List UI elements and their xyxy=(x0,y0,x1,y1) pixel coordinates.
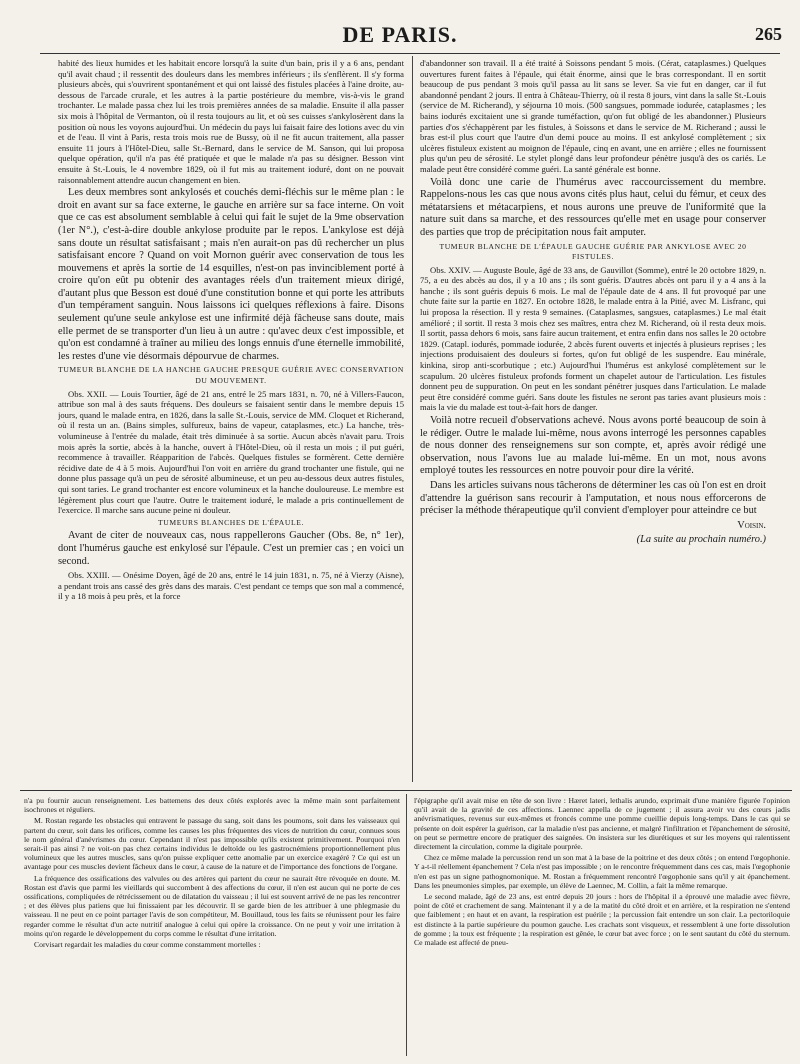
header-rule xyxy=(40,53,780,54)
bottom-right-paragraph-2: Chez ce même malade la percussion rend un son mat à la base de la poitrine et des deux côtés ; on entend l'œgophonie. Y a-t-il réellement épanchement ? Cela n'est pas impossible ; on le rencontre fréquemment dans ces cas, mais l'œgophonie n'en est pas un signe pathognomonique. M. Rostan a fréquemment rencontré l'œgophonie sans qu'il y ait épanchement. Dans les pneumonies simples, par exemple, un élève de Laennec, M. Collin, a fait la même remarque. xyxy=(414,853,790,890)
page-number: 265 xyxy=(755,24,782,44)
bottom-left-paragraph-2: M. Rostan regarde les obstacles qui entravent le passage du sang, soit dans les poumons, soit dans les vaisseaux qui partent du cœur, soit dans les orifices, comme les causes les plus fréquentes des vices de nutrition du cœur, connues sous le nom général d'anévrismes du cœur. Cependant il n'est pas impossible qu'ils existent primitivement. Pourquoi n'en serait-il pas ainsi ? ne voit-on pas chez certains individus le deltoïde ou les gastrocnémiens proportionnellement plus volumineux que les autres muscles, sans qu'on puisse expliquer cette anomalie par un exercice exagéré ? Ce qui est un avantage pour ces muscles devient fâcheux dans le cœur, à cause de la nature et de l'importance des fonctions de l'organe. xyxy=(24,816,400,872)
bottom-left-paragraph-1: n'a pu fournir aucun renseignement. Les battemens des deux côtés explorés avec la même main sont parfaitement isochrones et réguliers. xyxy=(24,796,400,815)
bottom-right-column xyxy=(414,796,790,1058)
bottom-right-paragraph-3: Le second malade, âgé de 23 ans, est entré depuis 20 jours : hors de l'hôpital il a éprouvé une maladie avec fièvre, point de côté et crachement de sang. Maintenant il y a de la matité du côté droit et en arrière, et la respiration ne s'entend que faiblement ; en haut et en avant, la respiration est puérile ; la percussion fait entendre un son clair. La pectoriloquie est distincte à la partie supérieure du poumon gauche. Les crachats sont visqueux, et ressemblent à une forte dissolution de gomme ; la toux est fréquente ; la respiration est gênée, le cœur bat avec force ; on le sent sautant du côté du sternum. Ce malade est affecté de pneu- xyxy=(414,892,790,948)
section-heading-hip: TUMEUR BLANCHE DE LA HANCHE GAUCHE PRESQUE GUÉRIE AVEC CONSERVATION DU MOUVEMENT. xyxy=(58,365,404,386)
author-signature: Voisin. xyxy=(737,519,766,531)
observation-23: Obs. XXIII. — Onésime Doyen, âgé de 20 ans, entré le 14 juin 1831, n. 75, né à Vierzy (Aisne), a pendant trois ans cassé des grès dans des marais. C'est pendant ce temps que son mal a commencé, il y a 18 mois à peu près, et la force xyxy=(58,570,404,602)
to-be-continued: (La suite au prochain numéro.) xyxy=(636,534,766,546)
column-divider xyxy=(412,56,413,782)
section-heading-shoulder: TUMEURS BLANCHES DE L'ÉPAULE. xyxy=(158,517,304,527)
shoulder-intro: Avant de citer de nouveaux cas, nous rappellerons Gaucher (Obs. 8e, n° 1er), dont l'humérus gauche est enkylosé sur l'épaule. C'est un premier cas ; en voici un second. xyxy=(58,530,404,567)
observation-22: Obs. XXII. — Louis Tourtier, âgé de 21 ans, entré le 25 mars 1831, n. 70, né à Villers-Faucon, attribue son mal à des sauts fréquens. Des douleurs se faisaient sentir dans le membre depuis 15 jours, quand le malade entra, en 1826, dans la salle St.-Louis, service de MM. Cloquet et Richerand, où il resta un an. (Bains simples, sulfureux, bains de vapeur, cataplasmes, etc.) La hanche, très-volumineuse à l'entrée du malade, était très diminuée à sa sortie. Aucun abcès n'avait paru. Trois mois après la sortie, abcès à la hanche, ouvert à l'Hôtel-Dieu, où il resta un mois ; il put guéri, recommence à travailler. Réapparition de l'abcès. Quelques fistules se formèrent. Cette dernière récidive date de 4 à 5 mois. Aujourd'hui l'on voit en arrière du grand trochanter une fistule, qui ne donne plus passage qu'à un peu de sérosité albumineuse, et un peu au-dessous deux autres fistules, qui sont taries. Le grand trochanter est encore volumineux et la hanche douloureuse. Le membre est légèrement plus court que l'autre. Outre le traitement ioduré, le malade a pris continuellement de l'exercice. Il marche sans aucune peine ni douleur. xyxy=(58,388,404,516)
conclusion-paragraph-1: Voilà notre recueil d'observations achevé. Nous avons porté beaucoup de soin à le rédiger. Outre le malade lui-même, nous avons interrogé les personnes capables de nous donner des renseignemens sur son compte, et, après avoir rédigé une observation, nous l'avons lue au malade lui-même. En un mot, nous avons employé toutes les ressources en notre pouvoir pour dire la vérité. xyxy=(420,415,766,477)
reflection-right: Voilà donc une carie de l'humérus avec raccourcissement du membre. Rappelons-nous les cas que nous avons cités plus haut, celui du fémur, et ceux des métatarsiens et métacarpiens, et nous aurons une preuve de l'uniformité que la nature suit dans sa marche, et des ressources qu'elle met en usage pour conserver des parties que trop de précipitation nous fait amputer. xyxy=(420,176,766,238)
observation-24: Obs. XXIV. — Auguste Boule, âgé de 33 ans, de Gauvillot (Somme), entré le 20 octobre 1829, n. 75, a eu des abcès au dos, il y a 10 ans ; ils sont guéris. D'autres abcès ont paru il y a 4 ans à la hanche ; ils sont guéris depuis 6 mois. Le mal de l'épaule date de 4 ans. Il fut provoqué par une chute faite sur la partie en 1827. En octobre 1828, le malade entra à la Pitié, avec M. Lisfranc, qui lui proposa la résection. Il y resta 9 semaines. (Cataplasmes, sangsues, cataplasmes.) Le mal était amélioré ; il sortit. Il resta 3 mois chez ses maîtres, entra chez M. Richerand, où il resta deux mois. Il sortit, passa dehors 6 mois, sans faire aucun traitement, et entra enfin dans nos salles le 20 octobre 1829. (Catapl. iodurés, pommade iodurée, 2 abcès furent ouverts et injectés à plusieurs reprises ; les injections produisaient des douleurs si fortes, qu'on fut obligé de les suspendre. Eau minérale, kinkina, sirop anti-scorbutique ; etc.) Aujourd'hui l'humérus est ankylosé complètement sur le scapulum. 20 ulcères fistuleux profonds forment un chapelet autour de l'articulation. Les fistules donnent peu de suppuration. On peut en les sondant pénétrer jusques dans l'articulation. Le malade peut être considéré comme guéri. Sans doute les fistules ne seront pas taries avant plusieurs mois : mais la vie du malade est tout-à-fait hors de danger. xyxy=(420,264,766,413)
reflection-paragraph: Les deux membres sont ankylosés et couchés demi-fléchis sur le même plan : le droit en avant sur sa face externe, le gauche en arrière sur sa face interne. On voit que ce cas est absolument semblable à celui qui fait le sujet de la 9me observation (1er N°.), c'est-à-dire double ankylose produite par le repos. L'ankylose est déjà sans doute un résultat satisfaisant ; mais n'en aurait-on pas dû rechercher un plus satisfaisant encore ? Quand on voit Mornon guérir avec conservation de tous les mouvemens et après la sortie de 14 esquilles, n'est-on pas invinciblement porté à croire qu'on eût pu obtenir des avantages réels d'un traitement mieux dirigé, d'autant plus que Besson est doué d'une constitution bonne et qui porte les attributs d'un tempérament sanguin. Nous laissons ici quelques réflexions à faire. Disons seulement qu'une seule ankylose est une infirmité déjà fâcheuse sans doute, mais elle permet de se transporter d'un lieu à un autre : qu'avec deux c'est impossible, et qu'on est condamné à traîner au milieu des longs ennuis d'une éternelle immobilité, les restes d'une vie désormais dépourvue de charmes. xyxy=(58,187,404,362)
section-rule xyxy=(20,790,792,791)
bottom-column-divider xyxy=(406,794,407,1056)
case-continuation: habité des lieux humides et les habitait encore lorsqu'à la suite d'un bain, pris il y a 6 ans, pendant qu'il avait chaud ; il ressentit des douleurs dans les membres inférieurs ; ils s'enflèrent. Il s'y forma plusieurs abcès, qui s'ouvrirent spontanément et qui ont laissé des fistules placées à l'aine droite, au-dessous de l'arcade crurale, et les autres à la partie postérieure du membre, vis-à-vis le grand trochanter. Le malade passa chez lui les trois premières années de sa maladie. Ensuite il alla passer six mois à l'hôpital de Vermanton, où il resta toujours au lit, et où ses cuisses s'ankylosèrent dans la position où nous les voyons aujourd'hui. Un médecin du pays lui faisait faire des lotions avec du vin et de l'eau. Il vint à Paris, resta trois mois rue de Bussy, où il ne fit aucun traitement, alla passer ensuite 11 jours à l'Hôtel-Dieu, salle St.-Bernard, dans le service de M. Sanson, qui lui proposa quelque opération, qu'il n'a pas été pratiquée et que le malade n'a pas su désigner. Besson vint ensuite à St.-Louis, le 4 novembre 1829, où il fut mis au traitement ioduré, dont on ne pouvait raisonnablement attendre aucun changement en bien. xyxy=(58,58,404,185)
bottom-left-column xyxy=(24,796,400,1058)
left-column xyxy=(58,58,404,780)
bottom-left-paragraph-3: La fréquence des ossifications des valvules ou des artères qui partent du cœur ne saurait être révoquée en doute. M. Rostan est d'avis que parmi les vieillards qui succombent à des affections du cœur, il n'en est aucun qui ne porte de ces ossifications, compliquées de rétrécissement ou de dilatation du vaisseau ; il lui est souvent arrivé de ne pas les rencontrer ; et des élèves plus patiens que lui finissaient par les découvrir. Il se garde bien de les attribuer à une phlegmasie du vaisseau. Il ne peut en ce point partager l'avis de son compétiteur, M. Bouillaud, tous les faits se réunissent pour les faire regarder comme le résultat d'un acte nutritif analogue à celui qui opère la croissance. On ne peut y voir une irritation à moins qu'on regarde le développement du corps comme le résultat d'une irritation. xyxy=(24,873,400,938)
section-heading-shoulder-left: TUMEUR BLANCHE DE L'ÉPAULE GAUCHE GUÉRIE PAR ANKYLOSE AVEC 20 FISTULES. xyxy=(439,241,747,262)
bottom-left-paragraph-4: Corvisart regardait les maladies du cœur comme constamment mortelles : xyxy=(34,940,261,950)
conclusion-paragraph-2: Dans les articles suivans nous tâcherons de déterminer les cas où l'on est en droit d'attendre la guérison sans recourir à l'amputation, et nous nous efforcerons de préciser la méthode thérapeutique qu'il convient d'employer pour atteindre ce but xyxy=(420,479,766,517)
running-title: DE PARIS. xyxy=(342,22,458,47)
bottom-right-paragraph-1: l'épigraphe qu'il avait mise en tête de son livre : Hæret lateri, lethalis arundo, exprimait d'une manière figurée l'opinion qu'il avait de la gravité de ces affections. Laennec appella de ce jugement ; il assura avoir vu des cœurs jadis anévrismatiques, revenus sur eux-mêmes et froncés comme une pomme cueillie depuis long-temps. Dans le cas qui se présente on doit espérer la guérison, car la maladie n'est pas ancienne, et malgré l'infiltration et l'épanchement de sérosité, on peut se permettre encore de pratiquer des saignées. On insistera sur les diurétiques et sur les moyens qui ralentissent directement la circulation, comme la digitale pourprée. xyxy=(414,796,790,852)
case-continuation-right: d'abandonner son travail. Il a été traité à Soissons pendant 5 mois. (Cérat, cataplasmes.) Quelques ouvertures furent faites à l'épaule, qui était énorme, ainsi que le bras correspondant. Il en sortit beaucoup de pus pendant 3 mois qu'il passa au lit sans se lever. Sa vie fut en danger, car il fut abandonné pendant 2 jours. Il entra à Château-Thierry, où il resta 8 jours, vint dans la salle St.-Louis (service de M. Richerand), y séjourna 10 mois. (500 sangsues, pommade iodurée, cataplasmes ; les bains iodurés excitaient une si grande tuméfaction, qu'on fut obligé de les abandonner.) Plusieurs parties d'os s'échappèrent par les fistules, à Soissons et dans le service de M. Richerand ; aussi le bras est-il plus court que l'autre d'un demi pouce au moins. Il est ankylosé complètement ; six ulcères fistuleux existent au moignon de l'épaule, cinq en avant, une en arrière ; elles ne fournissent plus qu'un peu de sérosité. Le stylet plongé dans leur profondeur pénètre jusqu'à des os cariés. Le malade peut être considéré comme guéri. La santé générale est bonne. xyxy=(420,58,766,174)
right-column xyxy=(420,58,766,780)
